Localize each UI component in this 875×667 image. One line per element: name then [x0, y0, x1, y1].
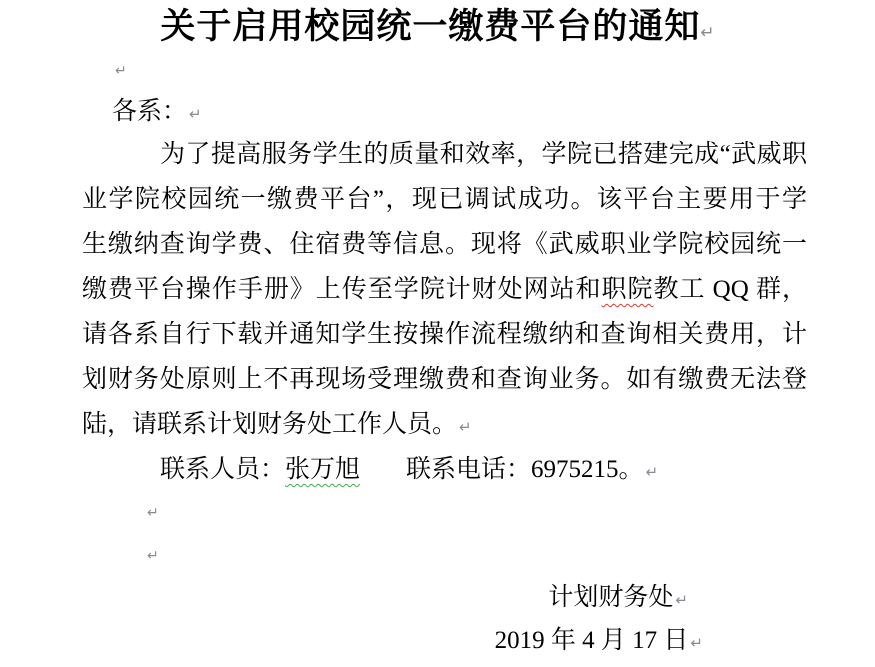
- paragraph-mark-icon: ↵: [189, 105, 202, 123]
- signature-group: [548, 579, 688, 619]
- salutation-text: 各系：: [112, 98, 188, 125]
- body-text-line: [82, 357, 807, 402]
- signature-line: [0, 579, 703, 617]
- body-text-line: [82, 402, 807, 447]
- paragraph-mark-icon: ↵: [147, 505, 159, 521]
- paragraph-mark-icon: ↵: [459, 418, 472, 436]
- contact-phone-group: [406, 456, 644, 483]
- signature-text: 计划财务处: [548, 584, 674, 611]
- body-paragraph: [0, 132, 875, 447]
- body-text-line: [82, 132, 807, 177]
- page-title: 关于启用校园统一缴费平台的通知: [160, 7, 701, 46]
- text-segment: 缴费平台操作手册》上传至学院计财处网站和: [82, 276, 602, 303]
- contact-line: [0, 447, 875, 492]
- body-text-line: [82, 267, 807, 312]
- empty-paragraph: [0, 50, 875, 92]
- contact-phone-label: 联系电话：: [406, 456, 532, 483]
- title-line: [0, 0, 875, 50]
- misspelled-word: 职院: [601, 276, 654, 303]
- grammar-flagged-word: 张万旭: [285, 456, 361, 483]
- text-segment: 请各系自行下载并通知学生按操作流程缴纳和查询相关费用，计: [82, 321, 807, 348]
- date-line: [0, 617, 703, 665]
- text-segment: 划财务处原则上不再现场受理缴费和查询业务。如有缴费无法登: [82, 366, 807, 393]
- text-segment: 业学院校园统一缴费平台”，现已调试成功。该平台主要用于学: [82, 186, 807, 213]
- text-segment: 陆，请联系计划财务处工作人员。: [82, 411, 458, 438]
- contact-person-label: 联系人员：: [160, 456, 286, 483]
- paragraph-mark-icon: ↵: [147, 548, 159, 564]
- text-segment: 教工 QQ 群，: [653, 276, 807, 303]
- paragraph-mark-icon: ↵: [645, 463, 659, 481]
- closing-block: [0, 579, 875, 665]
- body-text-line: [82, 312, 807, 357]
- date-text: 2019 年 4 月 17 日: [494, 627, 689, 654]
- empty-paragraph: [0, 492, 875, 534]
- body-text-line: [82, 177, 807, 222]
- paragraph-mark-icon: ↵: [675, 591, 688, 609]
- contact-phone-number: 6975215。: [531, 456, 644, 483]
- paragraph-mark-icon: ↵: [690, 634, 703, 652]
- paragraph-mark-icon: ↵: [700, 23, 715, 43]
- paragraph-mark-icon: ↵: [115, 63, 127, 79]
- salutation-line: [0, 92, 875, 132]
- text-segment: 为了提高服务学生的质量和效率，学院已搭建完成“武威职: [160, 141, 807, 168]
- empty-paragraph: [0, 534, 875, 579]
- text-segment: 生缴纳查询学费、住宿费等信息。现将《武威职业学院校园统一: [82, 231, 807, 258]
- body-text-line: [82, 222, 807, 267]
